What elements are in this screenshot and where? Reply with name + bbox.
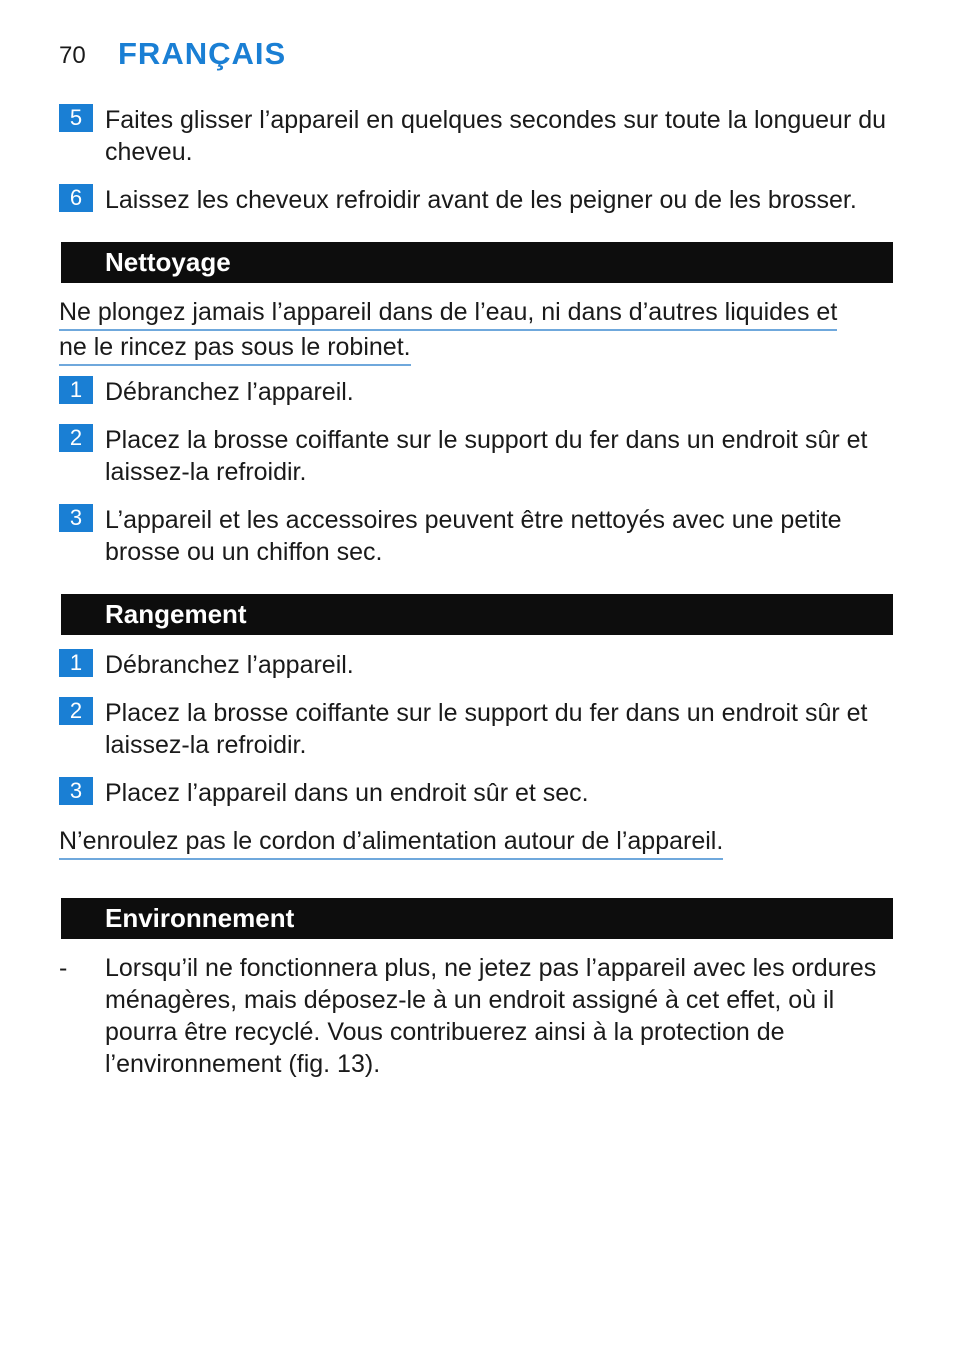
step-text: Faites glisser l’appareil en quelques secondes sur toute la longueur du cheveu. [105, 106, 887, 166]
warning-line: N’enroulez pas le cordon d’alimentation autour de l’appareil. [59, 825, 723, 860]
warning-line: ne le rincez pas sous le robinet. [59, 331, 411, 366]
step-number: 1 [59, 649, 93, 677]
step-5 [59, 104, 889, 168]
step-text: Placez la brosse coiffante sur le support du fer dans un endroit sûr et laissez-la refroidir. [105, 426, 868, 486]
section-title: Rangement [105, 599, 247, 629]
step-number: 5 [59, 104, 93, 132]
step-number: 3 [59, 777, 93, 805]
nettoyage-step-2 [59, 424, 889, 488]
rangement-step-3 [59, 777, 889, 809]
step-text: Placez la brosse coiffante sur le support du fer dans un endroit sûr et laissez-la refroidir. [105, 699, 868, 759]
step-text: Laissez les cheveux refroidir avant de les peigner ou de les brosser. [105, 186, 857, 214]
section-heading-environnement [61, 898, 893, 939]
step-number: 1 [59, 376, 93, 404]
section-heading-rangement [61, 594, 893, 635]
environnement-text: Lorsqu’il ne fonctionnera plus, ne jetez pas l’appareil avec les ordures ménagères, mais déposez-le à un endroit assigné à cet effet, où il pourra être recyclé. Vous contribuerez ainsi à la protection de l’environnement (fig. 13). [105, 954, 877, 1078]
step-number: 2 [59, 424, 93, 452]
step-6 [59, 184, 889, 216]
rangement-warning [59, 825, 723, 860]
nettoyage-step-3 [59, 504, 889, 568]
nettoyage-step-1 [59, 376, 889, 408]
step-number: 6 [59, 184, 93, 212]
environnement-list-item [59, 952, 889, 1080]
bullet-dash: - [59, 954, 68, 982]
rangement-step-2 [59, 697, 889, 761]
step-number: 2 [59, 697, 93, 725]
rangement-step-1 [59, 649, 889, 681]
step-text: L’appareil et les accessoires peuvent être nettoyés avec une petite brosse ou un chiffon sec. [105, 506, 842, 566]
section-title: Environnement [105, 903, 295, 933]
step-number: 3 [59, 504, 93, 532]
step-text: Débranchez l’appareil. [105, 378, 354, 406]
section-title: Nettoyage [105, 247, 231, 277]
page-number: 70 [59, 42, 86, 69]
step-text: Placez l’appareil dans un endroit sûr et sec. [105, 779, 589, 807]
section-heading-nettoyage [61, 242, 893, 283]
warning-line: Ne plongez jamais l’appareil dans de l’eau, ni dans d’autres liquides et [59, 296, 837, 331]
step-text: Débranchez l’appareil. [105, 651, 354, 679]
nettoyage-warning [59, 296, 837, 366]
language-title: FRANÇAIS [118, 36, 287, 71]
